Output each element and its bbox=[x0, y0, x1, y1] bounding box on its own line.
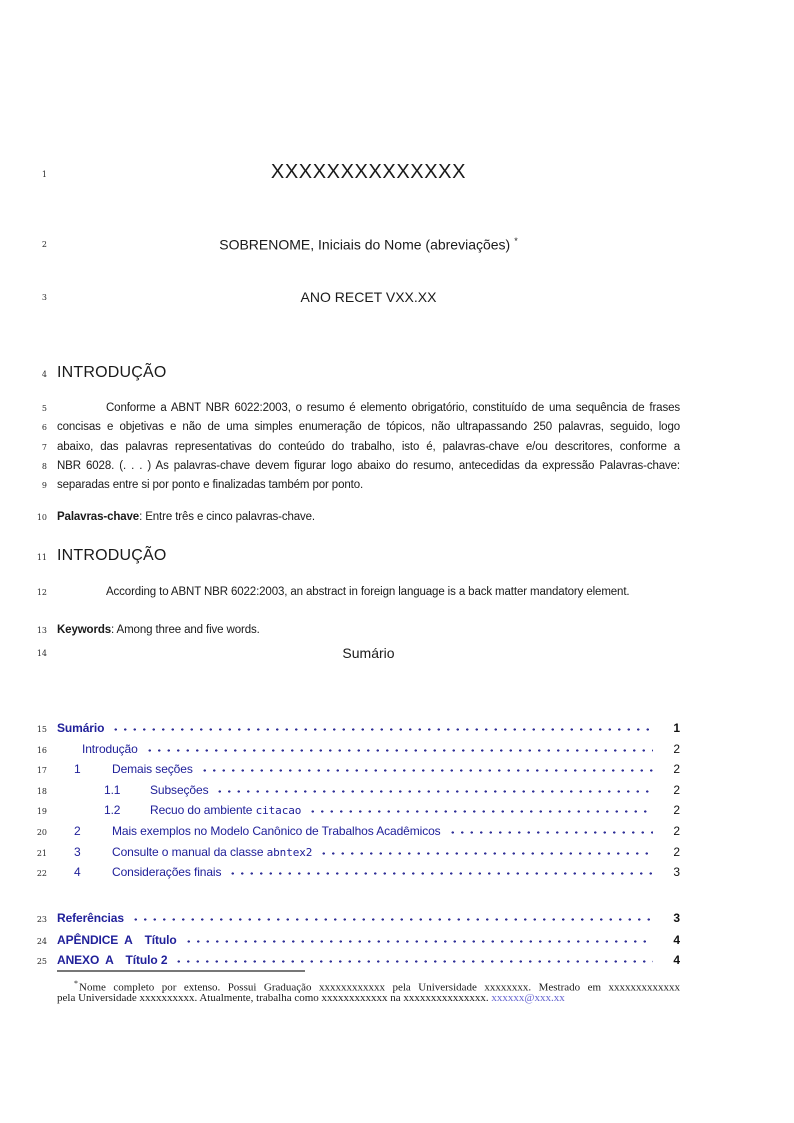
line-number: 13 bbox=[36, 626, 47, 635]
palavras-chave-text: : Entre três e cinco palavras-chave. bbox=[139, 511, 316, 523]
toc-section-number[interactable]: 4 bbox=[74, 865, 81, 879]
line-number: 1 bbox=[41, 170, 47, 179]
paragraph-text: NBR 6028. (. . . ) As palavras-chave devem figurar logo abaixo do resumo, antecedidas da expressão Palavras-chave: bbox=[57, 460, 680, 472]
paragraph-line bbox=[30, 439, 680, 455]
heading-introducao-en: INTRODUÇÃO bbox=[57, 547, 167, 564]
paragraph-line bbox=[30, 400, 680, 416]
toc-dot-leader bbox=[111, 721, 653, 735]
line-number: 15 bbox=[36, 725, 47, 734]
toc-page-number: 2 bbox=[673, 742, 680, 756]
toc-page-number: 2 bbox=[673, 783, 680, 797]
toc-entry bbox=[30, 803, 680, 817]
line-number: 7 bbox=[41, 443, 47, 452]
section-heading-abstract bbox=[30, 547, 680, 565]
line-number: 25 bbox=[36, 957, 47, 966]
toc-entry-content bbox=[57, 803, 680, 817]
toc-page-number: 2 bbox=[673, 845, 680, 859]
toc-entry-content bbox=[57, 783, 680, 797]
palavras-chave-label: Palavras-chave bbox=[57, 511, 140, 523]
toc-page-number: 4 bbox=[673, 933, 680, 947]
section-heading-resumo bbox=[30, 364, 680, 382]
toc-link[interactable]: Subseções bbox=[150, 783, 209, 797]
abstract-text: According to ABNT NBR 6022:2003, an abstract in foreign language is a back matter mandatory element. bbox=[106, 586, 630, 598]
toc-dot-leader bbox=[131, 911, 653, 925]
footnote-line-2 bbox=[30, 991, 680, 1006]
keywords-text: : Among three and five words. bbox=[111, 624, 260, 636]
toc-page-number: 3 bbox=[673, 865, 680, 879]
journal-volume: ANO RECET VXX.XX bbox=[300, 289, 437, 305]
line-number: 19 bbox=[36, 807, 47, 816]
toc-link[interactable]: Introdução bbox=[82, 742, 138, 756]
paragraph-line bbox=[30, 419, 680, 435]
toc-entry-content bbox=[57, 845, 680, 859]
toc-entry bbox=[30, 721, 680, 735]
paragraph-line bbox=[30, 458, 680, 474]
line-number: 4 bbox=[41, 370, 47, 379]
line-number: 2 bbox=[41, 240, 47, 249]
author bbox=[57, 236, 680, 253]
toc-mono-word: citacao bbox=[255, 804, 302, 817]
keywords-label: Keywords bbox=[57, 624, 112, 636]
line-number: 10 bbox=[36, 513, 47, 522]
footnote-mark: * bbox=[74, 979, 78, 988]
author-line bbox=[30, 236, 680, 253]
line-number: 3 bbox=[41, 293, 47, 302]
footnote-marker[interactable]: * bbox=[514, 236, 518, 246]
toc-entry-content bbox=[57, 824, 680, 838]
toc-page-number: 1 bbox=[673, 721, 680, 735]
toc-link[interactable]: Sumário bbox=[57, 721, 105, 735]
footnote-body-1: Nome completo por extenso. Possui Graduação xxxxxxxxxxxx pela Universidade xxxxxxxx. Mestrado em xxxxxxxxxxxxx bbox=[79, 981, 680, 994]
toc-page-number: 2 bbox=[673, 762, 680, 776]
toc-dot-leader bbox=[228, 865, 653, 879]
toc-page-number: 4 bbox=[673, 953, 680, 967]
toc-entry bbox=[30, 933, 680, 947]
line-number: 11 bbox=[36, 553, 47, 562]
toc-entry bbox=[30, 824, 680, 838]
footnote-body-2: pela Universidade xxxxxxxxxx. Atualmente, trabalha como xxxxxxxxxxxx na xxxxxxxxxxxxxxx. bbox=[57, 992, 492, 1004]
toc-link[interactable]: Mais exemplos no Modelo Canônico de Trabalhos Acadêmicos bbox=[112, 824, 441, 838]
keywords-line bbox=[30, 622, 680, 638]
footnote-rule bbox=[57, 970, 305, 972]
toc-link[interactable]: Demais seções bbox=[112, 762, 193, 776]
toc-entry-content bbox=[57, 721, 680, 735]
toc-dot-leader bbox=[448, 824, 653, 838]
toc-dot-leader bbox=[319, 845, 653, 859]
title-line bbox=[30, 161, 680, 184]
toc-dot-leader bbox=[308, 803, 653, 817]
line-number: 18 bbox=[36, 787, 47, 796]
line-number: 5 bbox=[41, 404, 47, 413]
toc-dot-leader bbox=[184, 933, 653, 947]
line-number: 9 bbox=[41, 481, 47, 490]
journal-line bbox=[30, 289, 680, 305]
footnote-text-2 bbox=[57, 991, 680, 1006]
palavras-chave bbox=[57, 509, 680, 525]
line-number: 16 bbox=[36, 746, 47, 755]
toc-page-number: 2 bbox=[673, 803, 680, 817]
toc-page-number: 2 bbox=[673, 824, 680, 838]
line-number: 14 bbox=[36, 649, 47, 658]
line-number: 12 bbox=[36, 588, 47, 597]
paragraph-text: Conforme a ABNT NBR 6022:2003, o resumo é elemento obrigatório, constituído de uma sequência de frases bbox=[106, 402, 680, 414]
sumario-heading-line bbox=[30, 645, 680, 661]
toc-entry-content bbox=[57, 865, 680, 879]
toc-entry-content bbox=[57, 953, 680, 967]
keywords bbox=[57, 622, 680, 638]
paragraph-line bbox=[30, 477, 680, 493]
toc-entry bbox=[30, 845, 680, 859]
toc-entry-content bbox=[57, 911, 680, 925]
toc-entry bbox=[30, 742, 680, 756]
toc-subsection-number[interactable]: 1.1 bbox=[104, 783, 121, 797]
toc-section-number[interactable]: 2 bbox=[74, 824, 81, 838]
line-number: 17 bbox=[36, 766, 47, 775]
paragraph-text: concisas e objetivas e não de uma simples enumeração de tópicos, não ultrapassando 250 palavras, seguido, logo bbox=[57, 421, 680, 433]
toc-section-number[interactable]: 1 bbox=[74, 762, 81, 776]
toc-entry bbox=[30, 865, 680, 879]
page-title: XXXXXXXXXXXXXX bbox=[270, 161, 467, 183]
toc-page-number: 3 bbox=[673, 911, 680, 925]
palavras-chave-line bbox=[30, 509, 680, 525]
line-number: 23 bbox=[36, 915, 47, 924]
toc-dot-leader bbox=[145, 742, 653, 756]
sumario-heading: Sumário bbox=[342, 645, 395, 661]
toc-entry-content bbox=[57, 762, 680, 776]
toc-link[interactable]: Considerações finais bbox=[112, 865, 222, 879]
toc-dot-leader bbox=[174, 953, 653, 967]
email-link[interactable]: xxxxxx@xxx.xx bbox=[491, 992, 565, 1004]
toc-entry bbox=[30, 953, 680, 967]
abstract-line bbox=[30, 584, 680, 600]
toc-dot-leader bbox=[200, 762, 653, 776]
toc-dot-leader bbox=[215, 783, 653, 797]
line-number: 8 bbox=[41, 462, 47, 471]
toc-link[interactable]: APÊNDICE A Título bbox=[57, 933, 177, 947]
toc-entry-content bbox=[57, 742, 680, 756]
toc-entry bbox=[30, 762, 680, 776]
heading-introducao-pt: INTRODUÇÃO bbox=[57, 364, 167, 381]
toc-link[interactable]: Recuo do ambiente citacao bbox=[150, 803, 302, 817]
toc-section-number[interactable]: 3 bbox=[74, 845, 81, 859]
toc-entry-content bbox=[57, 933, 680, 947]
line-number: 22 bbox=[36, 869, 47, 878]
toc-entry bbox=[30, 783, 680, 797]
line-number: 6 bbox=[41, 423, 47, 432]
author-name: SOBRENOME, Iniciais do Nome (abreviações) bbox=[219, 236, 511, 253]
line-number: 21 bbox=[36, 849, 47, 858]
toc-link[interactable]: ANEXO A Título 2 bbox=[57, 953, 168, 967]
toc-mono-word: abntex2 bbox=[266, 846, 313, 859]
paragraph-text: separadas entre si por ponto e finalizadas também por ponto. bbox=[57, 479, 364, 491]
line-number: 20 bbox=[36, 828, 47, 837]
line-number: 24 bbox=[36, 937, 47, 946]
paragraph-text: abaixo, das palavras representativas do conteúdo do trabalho, isto é, palavras-chave e/ou descritores, conforme a bbox=[57, 441, 680, 453]
toc-entry bbox=[30, 911, 680, 925]
toc-subsection-number[interactable]: 1.2 bbox=[104, 803, 121, 817]
toc-link[interactable]: Referências bbox=[57, 911, 124, 925]
toc-link[interactable]: Consulte o manual da classe abntex2 bbox=[112, 845, 313, 859]
